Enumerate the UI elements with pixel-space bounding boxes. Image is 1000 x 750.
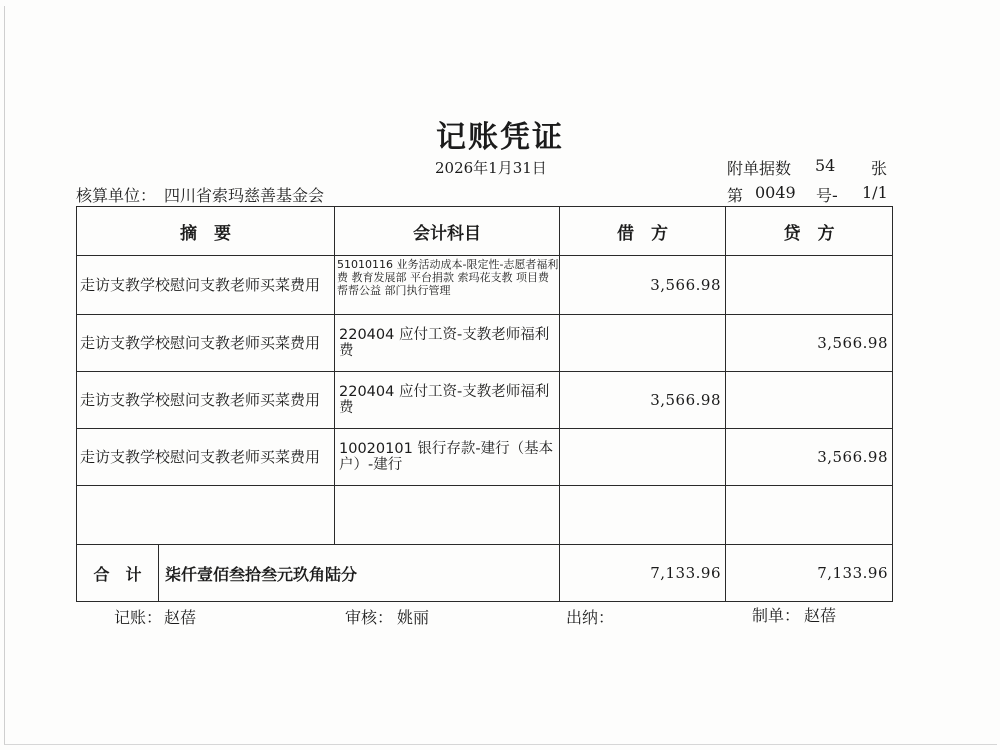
row-credit: 3,566.98 [726,429,893,486]
total-amount-words: 柒仟壹佰叁拾叁元玖角陆分 [159,545,560,602]
attachments-count: 54 [815,156,836,175]
row-summary: 走访支教学校慰问支教老师买菜费用 [77,256,335,315]
row-account: 51010116 业务活动成本-限定性-志愿者福利费 教育发展部 平台捐款 索玛花支教 项目费 帮帮公益 部门执行管理 [335,256,560,315]
empty-row [77,486,893,545]
row-debit [560,429,726,486]
voucher-table [76,206,893,602]
row-credit [726,372,893,429]
row-credit: 3,566.98 [726,315,893,372]
row-debit [560,315,726,372]
preparer-name: 赵蓓 [804,606,837,625]
accounting-unit-name: 四川省索玛慈善基金会 [164,186,325,205]
empty-cell [335,486,560,545]
row-debit: 3,566.98 [560,372,726,429]
empty-cell [560,486,726,545]
voucher-title: 记账凭证 [436,120,564,155]
row-summary: 走访支教学校慰问支教老师买菜费用 [77,429,335,486]
credit-header: 贷 方 [726,207,893,256]
row-account: 10020101 银行存款-建行（基本户）-建行 [335,429,560,486]
total-credit: 7,133.96 [726,545,893,602]
preparer-label: 制单： [752,606,801,625]
debit-header: 借 方 [560,207,726,256]
account-header: 会计科目 [335,207,560,256]
voucher-no-suffix: 号- [816,186,838,205]
row-account: 220404 应付工资-支教老师福利费 [335,315,560,372]
cashier-label: 出纳： [566,608,615,627]
voucher-number: 0049 [755,183,796,202]
table-row [77,315,893,372]
table-header-row [77,207,893,256]
voucher-no-prefix: 第 [727,186,744,205]
row-account: 220404 应付工资-支教老师福利费 [335,372,560,429]
reviewer-label: 审核： [345,608,394,627]
table-row [77,256,893,315]
voucher-page: 1/1 [862,183,888,202]
table-row [77,372,893,429]
total-row [77,545,893,602]
voucher-date: 2026年1月31日 [435,159,547,177]
row-credit [726,256,893,315]
table-row [77,429,893,486]
reviewer-name: 姚丽 [397,608,430,627]
attachments-unit: 张 [871,159,888,178]
row-debit: 3,566.98 [560,256,726,315]
bookkeeper-label: 记账： [114,608,163,627]
attachments-label: 附单据数 [727,159,792,178]
row-summary: 走访支教学校慰问支教老师买菜费用 [77,372,335,429]
empty-cell [77,486,335,545]
row-summary: 走访支教学校慰问支教老师买菜费用 [77,315,335,372]
bookkeeper-name: 赵蓓 [164,608,197,627]
total-label: 合 计 [77,545,159,602]
empty-cell [726,486,893,545]
total-debit: 7,133.96 [560,545,726,602]
accounting-unit-label: 核算单位： [76,186,157,205]
summary-header: 摘 要 [77,207,335,256]
